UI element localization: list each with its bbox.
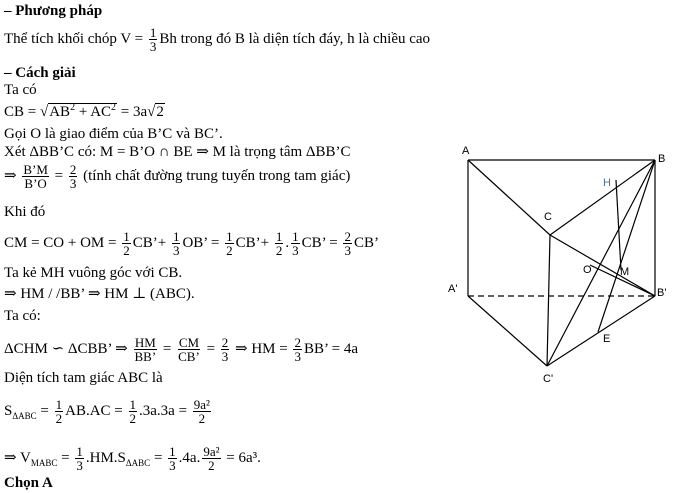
edge-cc1 — [547, 235, 550, 366]
formula-lhs: V = — [120, 30, 147, 47]
method-explanation: trong đó B là diện tích đáy, h là chiều cao — [176, 30, 431, 47]
line-xet: Xét ΔBB’C có: M = B’O ∩ BE ⇒ M là trọng tâm ΔBB’C — [4, 144, 351, 160]
method-heading: – Phương pháp — [4, 3, 103, 19]
diag-cb1 — [550, 235, 655, 296]
label-o: O — [583, 264, 592, 276]
method-formula-line — [4, 26, 430, 53]
label-m: M — [620, 266, 630, 278]
line-cm: CM = CO + OM = $\frac{1}{2}$ CB’+ $\frac{1}{3}$ OB’ = $\frac{1}{2}$ CB’+ $\frac{1}{2}$ . $\frac{1}{3}$ CB’ = $\frac{2}{3}$ CB’ — [4, 229, 379, 258]
label-b: B — [658, 153, 666, 165]
figure-lines — [468, 160, 655, 366]
line-similar: ΔCHM ∽ ΔCBB’ ⇒ $\frac{HM}{BB’}$ = $\frac{CM}{CB’}$ = $\frac{2}{3}$ ⇒ HM = $\frac{2}{3}$ BB’ = 4a — [4, 335, 358, 364]
edge-a1c1 — [468, 296, 547, 366]
edge-b1c1 — [547, 296, 655, 366]
formula-rhs: Bh — [159, 30, 177, 47]
figure-labels — [448, 145, 666, 385]
label-c1: C' — [543, 373, 554, 385]
label-h: H — [603, 177, 611, 189]
line-dien-tich: Diện tích tam giác ABC là — [4, 370, 163, 386]
prism-figure — [440, 140, 686, 390]
line-cb: CB = $√AB^2 + AC^2 = 3a√2$ — [4, 102, 164, 120]
line-ratio: ⇒ $\frac{B’M}{B’O}$ = $\frac{2}{3}$ (tính chất đường trung tuyến trong tam giác) — [4, 162, 351, 191]
label-e: E — [603, 333, 611, 345]
method-text: Thể tích khối chóp — [4, 30, 121, 47]
line-khi-do: Khi đó — [4, 204, 46, 220]
label-a1: A' — [448, 283, 458, 295]
solution-heading: – Cách giải — [4, 65, 76, 81]
diag-bc1 — [547, 160, 655, 366]
label-a: A — [462, 145, 470, 157]
line-ke-mh: Ta kẻ MH vuông góc với CB. — [4, 265, 183, 281]
line-ta-co-2: Ta có: — [4, 308, 41, 324]
fraction: $\frac{1}{3}$ — [149, 25, 157, 54]
line-volume: ⇒ $V_{MABC}$ = $\frac{1}{3}$ $.HM.S_{\Delta ABC}$ = $\frac{1}{3}$ .4a. $\frac{\text{9a²}}{2}$ = 6a³. — [4, 444, 261, 473]
edge-bc — [550, 160, 655, 235]
answer: Chọn A — [4, 475, 53, 491]
line-hm-parallel: ⇒ HM / /BB’ ⇒ HM ⊥ (ABC). — [4, 286, 195, 302]
line-ta-co: Ta có — [4, 82, 37, 98]
edge-ac — [468, 160, 550, 235]
label-c: C — [544, 211, 552, 223]
label-b1: B' — [657, 287, 667, 299]
line-area: $S_{\Delta ABC}$ = $\frac{1}{2}$ AB.AC = $\frac{1}{2}$ .3a.3a = $\frac{\text{9a²}}{2}$ — [4, 397, 210, 426]
line-goi-o: Gọi O là giao điểm của B’C và BC’. — [4, 126, 223, 142]
